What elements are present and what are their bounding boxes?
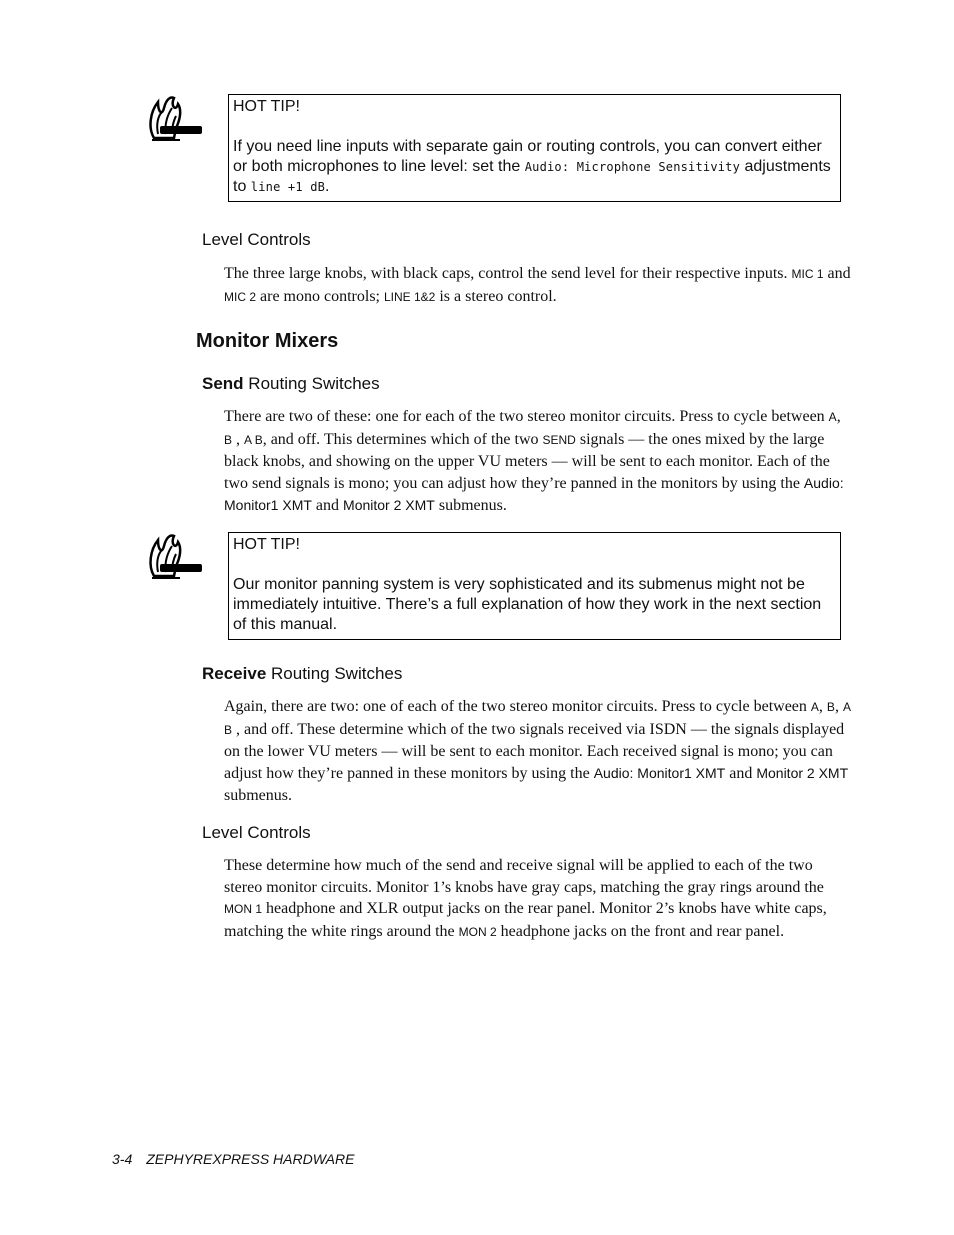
hot-tip-title: HOT TIP! bbox=[233, 98, 300, 115]
paragraph-text: , bbox=[232, 430, 245, 448]
heading-bold: Receive bbox=[202, 664, 267, 683]
paragraph-text: , bbox=[818, 698, 827, 715]
hot-tip-box bbox=[228, 532, 841, 640]
monitor-level-paragraph bbox=[224, 855, 852, 944]
paragraph-text: submenus. bbox=[224, 786, 292, 804]
level-controls-paragraph bbox=[224, 263, 852, 308]
hot-tip-title: HOT TIP! bbox=[233, 536, 300, 553]
switch-label: A B bbox=[224, 700, 851, 737]
paragraph-text: These determine how much of the send and receive signal will be applied to each of the two stereo monitor circuits. Monitor 1’s knobs have gray caps, matching the gray rings around the bbox=[224, 857, 824, 896]
receive-routing-heading bbox=[202, 664, 402, 684]
hot-tip-icon bbox=[146, 532, 206, 584]
control-label: MIC 2 bbox=[224, 289, 257, 304]
switch-label: A bbox=[828, 410, 837, 424]
switch-label: A bbox=[810, 700, 819, 714]
jack-label: MON 2 bbox=[458, 925, 497, 940]
heading-text: Routing Switches bbox=[266, 664, 403, 683]
level-controls-heading: Level Controls bbox=[202, 823, 311, 842]
monitor-mixers-heading: Monitor Mixers bbox=[196, 330, 339, 352]
setting-value: line +1 dB bbox=[250, 180, 326, 194]
paragraph-text: , bbox=[834, 698, 843, 715]
paragraph-text: , and off. This determines which of the two bbox=[262, 430, 543, 448]
paragraph-text: is a stereo control. bbox=[435, 287, 557, 305]
paragraph-text: and bbox=[823, 265, 851, 282]
level-controls-heading: Level Controls bbox=[202, 230, 311, 249]
paragraph-text: submenus. bbox=[434, 496, 507, 514]
jack-label: MON 1 bbox=[224, 902, 263, 917]
paragraph-text: The three large knobs, with black caps, control the send level for their respective inputs. bbox=[224, 265, 792, 282]
tip-text: Our monitor panning system is very sophisticated and its submenus might not be immediately intuitive. There’s a full explanation of how they work in the next section of this manual. bbox=[233, 576, 822, 633]
heading-bold: Send bbox=[202, 374, 244, 393]
menu-path: Monitor 2 XMT bbox=[343, 496, 435, 513]
hot-tip-icon bbox=[146, 94, 206, 146]
tip-text: adjustments to bbox=[233, 158, 831, 195]
control-label: LINE 1&2 bbox=[383, 289, 436, 304]
receive-routing-paragraph bbox=[224, 696, 852, 807]
control-label: MIC 1 bbox=[791, 267, 824, 281]
tip-text: . bbox=[325, 178, 330, 195]
switch-label: B bbox=[224, 432, 233, 447]
paragraph-text: Again, there are two: one of each of the two stereo monitor circuits. Press to cycle between bbox=[224, 698, 811, 715]
paragraph-text: , bbox=[836, 408, 841, 425]
paragraph-text: and bbox=[311, 496, 344, 514]
tip-text: If you need line inputs with separate gain or routing controls, you can convert either or both microphones to line level: set the bbox=[233, 138, 822, 175]
paragraph-text: headphone jacks on the front and rear panel. bbox=[496, 923, 785, 941]
paragraph-text: , and off. These determine which of the two signals received via ISDN — the signals displayed on the lower VU meters — will be sent to each monitor. Each received signal is mono; you can adjust how they’re panned in these monitors by using the bbox=[224, 720, 845, 783]
paragraph-text: signals — the ones mixed by the large black knobs, and showing on the upper VU meters — will be sent to each monitor. Each of the two send signals is mono; you can adjust how they’re panned in the monitors by using the bbox=[224, 430, 830, 493]
menu-path: Audio: Monitor1 XMT bbox=[224, 475, 844, 513]
send-routing-heading bbox=[202, 374, 380, 394]
heading-text: Routing Switches bbox=[243, 374, 380, 393]
paragraph-text: and bbox=[725, 765, 757, 783]
paragraph-text: headphone and XLR output jacks on the rear panel. Monitor 2’s knobs have white caps, matching the white rings around the bbox=[224, 900, 827, 941]
switch-label: B bbox=[826, 700, 835, 714]
menu-path: Audio: Microphone Sensitivity bbox=[524, 160, 741, 174]
page-number: 3-4 bbox=[112, 1151, 133, 1167]
signal-label: SEND bbox=[542, 432, 576, 447]
menu-path: Monitor 2 XMT bbox=[756, 765, 849, 782]
hot-tip-box bbox=[228, 94, 841, 202]
paragraph-text: are mono controls; bbox=[256, 287, 384, 305]
switch-label: A B bbox=[244, 432, 263, 447]
paragraph-text: There are two of these: one for each of the two stereo monitor circuits. Press to cycle between bbox=[224, 408, 829, 425]
menu-path: Audio: Monitor1 XMT bbox=[593, 765, 726, 782]
running-title: ZEPHYREXPRESS HARDWARE bbox=[146, 1151, 355, 1167]
send-routing-paragraph bbox=[224, 406, 852, 517]
page-footer bbox=[112, 1151, 354, 1167]
